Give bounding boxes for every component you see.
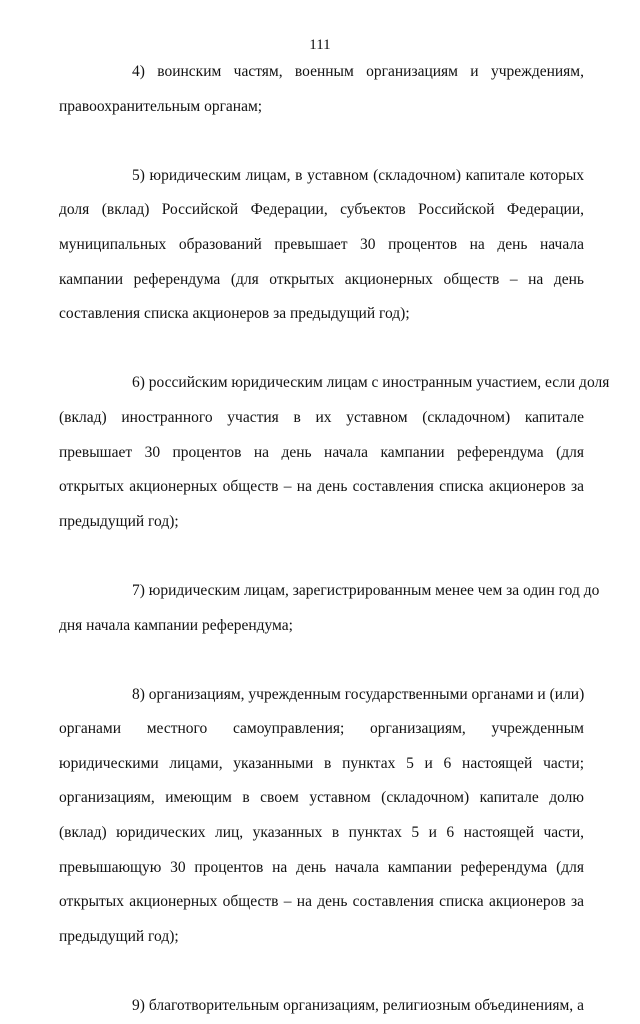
paragraph-item-5 <box>59 159 584 332</box>
text-line: 7) юридическим лицам, зарегистрированным менее чем за один год до <box>132 581 600 599</box>
text-line: открытых акционерных обществ – на день составления списка акционеров за <box>59 893 584 911</box>
text-line: кампании референдума (для открытых акционерных обществ – на день <box>59 270 584 288</box>
text-line: превышающую 30 процентов на день начала кампании референдума (для <box>59 858 584 876</box>
paragraph-item-9 <box>121 989 584 1024</box>
text-line: 9) благотворительным организациям, религиозным объединениям, а <box>132 997 584 1015</box>
text-line: предыдущий год); <box>59 512 179 530</box>
text-line: правоохранительным органам; <box>59 97 263 115</box>
paragraph-item-4 <box>59 55 584 124</box>
text-line: 6) российским юридическим лицам с иностранным участием, если доля <box>132 374 610 392</box>
text-line: юридическими лицами, указанными в пунктах 5 и 6 настоящей части; <box>59 754 584 772</box>
paragraph-item-8 <box>59 678 585 955</box>
text-line: органами местного самоуправления; организациям, учрежденным <box>59 720 584 738</box>
text-line: организациям, имеющим в своем уставном (складочном) капитале долю <box>59 789 584 807</box>
text-line: открытых акционерных обществ – на день составления списка акционеров за <box>59 478 584 496</box>
text-line: 5) юридическим лицам, в уставном (складочном) капитале которых <box>132 166 584 184</box>
text-line: (вклад) иностранного участия в их уставном (складочном) капитале <box>59 408 584 426</box>
text-line: 4) воинским частям, военным организациям и учреждениям, <box>132 63 584 80</box>
text-line: составления списка акционеров за предыдущий год); <box>59 305 410 323</box>
text-line: превышает 30 процентов на день начала кампании референдума (для <box>59 443 584 461</box>
page-number: 111 <box>309 37 331 53</box>
text-line: доля (вклад) Российской Федерации, субъектов Российской Федерации, <box>59 201 584 219</box>
text-line: предыдущий год); <box>59 927 179 945</box>
paragraph-item-7 <box>59 574 600 643</box>
text-line: 8) организациям, учрежденным государственными органами и (или) <box>132 685 585 703</box>
text-line: (вклад) юридических лиц, указанных в пунктах 5 и 6 настоящей части, <box>59 824 584 842</box>
paragraph-item-6 <box>59 366 610 539</box>
text-line: дня начала кампании референдума; <box>59 616 293 634</box>
text-line: муниципальных образований превышает 30 процентов на день начала <box>59 235 584 253</box>
document-body <box>59 55 610 1024</box>
